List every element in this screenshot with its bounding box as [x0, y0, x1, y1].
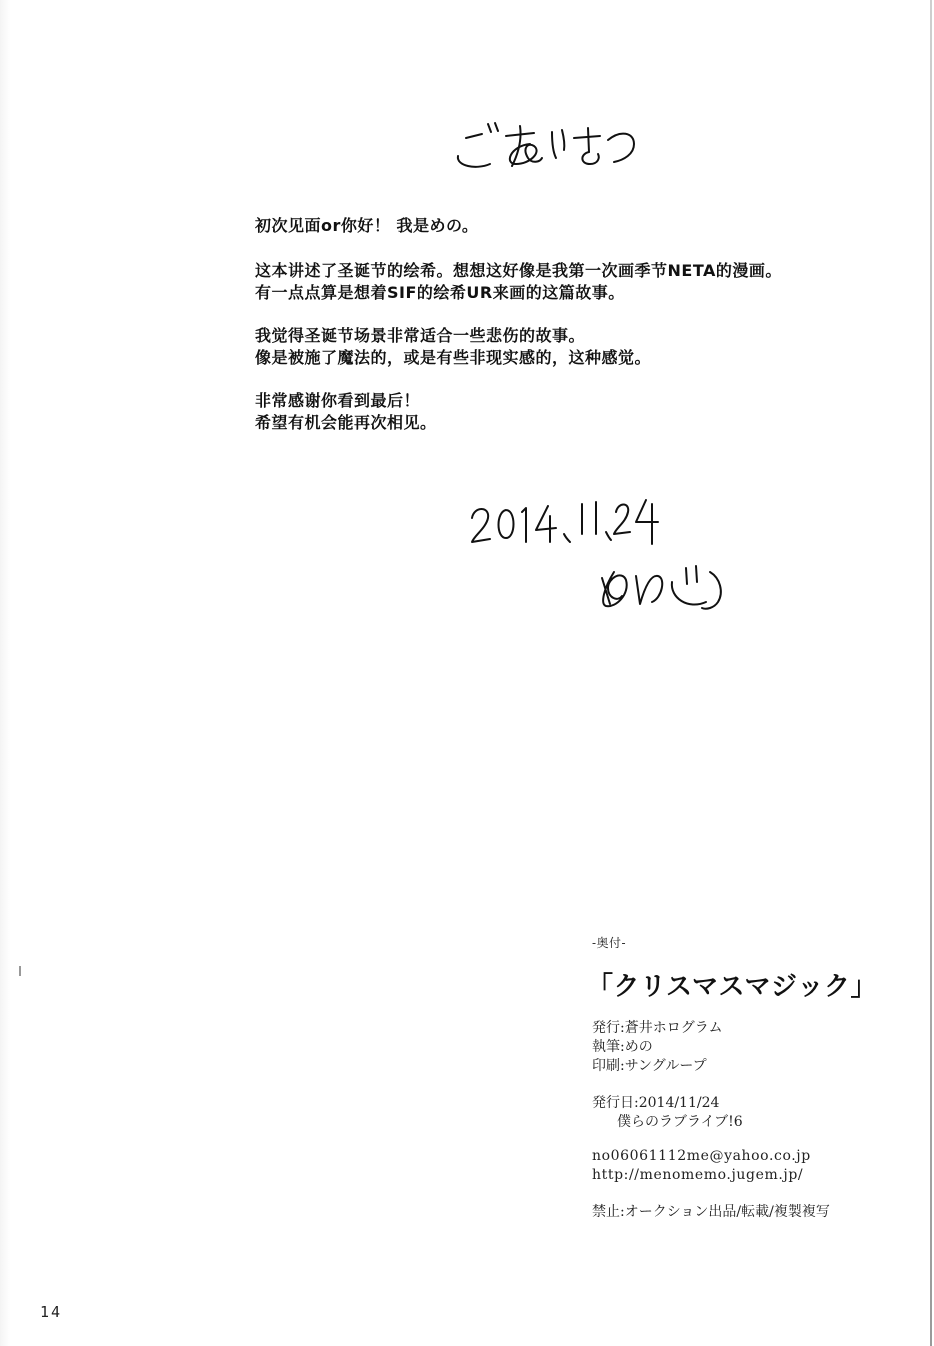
greeting-paragraph-1 [255, 215, 478, 237]
greeting-handwritten-title [448, 118, 648, 174]
page-number: 14 [40, 1303, 63, 1321]
greeting-line: 希望有机会能再次相见。 [255, 413, 437, 432]
release-date: 発行日:2014/11/24 [592, 1095, 720, 1111]
printer-line: 印刷:サングループ [592, 1058, 707, 1074]
contact-email: no06061112me@yahoo.co.jp [592, 1148, 811, 1164]
handwritten-signature [596, 558, 736, 616]
greeting-paragraph-3 [255, 325, 651, 369]
greeting-line: 这本讲述了圣诞节的绘希。想想这好像是我第一次画季节NETA的漫画。 [255, 261, 782, 280]
greeting-line: 非常感谢你看到最后！ [255, 391, 421, 410]
colophon-credits [592, 1019, 723, 1076]
scan-mark [19, 966, 21, 976]
colophon-heading: -奥付- [592, 936, 627, 950]
author-line: 執筆:めの [592, 1039, 653, 1055]
book-title: 「クリスマスマジック」 [587, 972, 877, 1002]
colophon-contacts [592, 1147, 811, 1185]
greeting-line: 初次见面or你好！ 我是めの。 [255, 216, 479, 235]
greeting-line: 我觉得圣诞节场景非常适合一些悲伤的故事。 [255, 326, 586, 345]
greeting-paragraph-4 [255, 390, 437, 434]
release-event: 僕らのラブライブ!6 [617, 1114, 743, 1130]
scan-shadow-left [0, 0, 10, 1346]
handwritten-date [468, 494, 678, 552]
prohibition-notice: 禁止:オークション出品/転載/複製複写 [592, 1204, 830, 1220]
greeting-line: 有一点点算是想着SIF的绘希UR来画的这篇故事。 [255, 283, 625, 302]
publisher-line: 発行:蒼井ホログラム [592, 1020, 723, 1036]
colophon-release [592, 1094, 743, 1132]
scan-edge-right [930, 0, 932, 1346]
contact-url: http://menomemo.jugem.jp/ [592, 1167, 804, 1183]
greeting-line: 像是被施了魔法的，或是有些非现实感的，这种感觉。 [255, 348, 652, 367]
greeting-paragraph-2 [255, 260, 782, 304]
